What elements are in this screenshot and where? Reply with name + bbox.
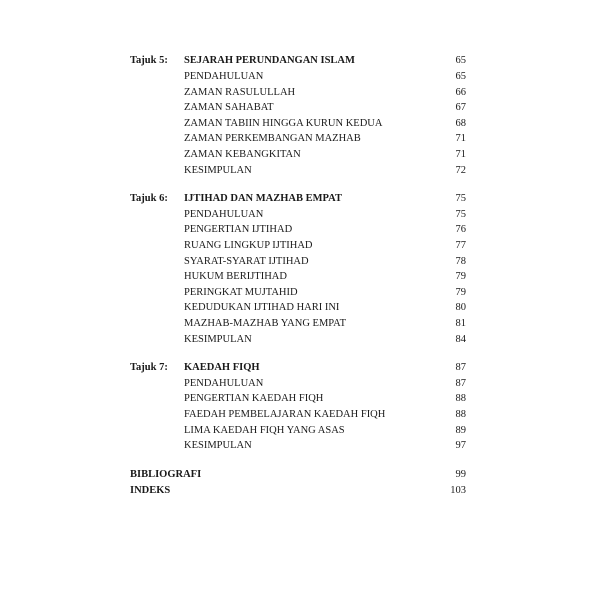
page-number: 65	[455, 55, 466, 66]
page-number: 67	[455, 102, 466, 113]
toc-entry-row[interactable]	[0, 391, 601, 406]
page-number: 79	[455, 287, 466, 298]
entry-title: FAEDAH PEMBELAJARAN KAEDAH FIQH	[184, 409, 386, 420]
toc-entry-row[interactable]	[0, 163, 601, 178]
page-number: 88	[455, 393, 466, 404]
toc-entry-row[interactable]	[0, 207, 601, 222]
page-number: 97	[455, 440, 466, 451]
entry-title: KESIMPULAN	[184, 334, 252, 345]
entry-title: PENDAHULUAN	[184, 71, 264, 82]
entry-title: KESIMPULAN	[184, 440, 252, 451]
entry-title: ZAMAN SAHABAT	[184, 102, 274, 113]
entry-title: PENDAHULUAN	[184, 209, 264, 220]
page-number: 87	[455, 378, 466, 389]
toc-chapter-row[interactable]	[0, 360, 601, 375]
chapter-title: KAEDAH FIQH	[184, 362, 260, 373]
page-number: 65	[455, 71, 466, 82]
toc-chapter-row[interactable]	[0, 191, 601, 206]
entry-title: ZAMAN TABIIN HINGGA KURUN KEDUA	[184, 118, 383, 129]
page-number: 77	[455, 240, 466, 251]
page-number: 79	[455, 271, 466, 282]
backmatter-title: BIBLIOGRAFI	[130, 469, 202, 480]
page-number: 103	[450, 485, 466, 496]
toc-entry-row[interactable]	[0, 438, 601, 453]
entry-title: ZAMAN KEBANGKITAN	[184, 149, 301, 160]
toc-entry-row[interactable]	[0, 316, 601, 331]
entry-title: LIMA KAEDAH FIQH YANG ASAS	[184, 425, 345, 436]
page-number: 71	[455, 133, 466, 144]
entry-title: ZAMAN PERKEMBANGAN MAZHAB	[184, 133, 361, 144]
page-number: 88	[455, 409, 466, 420]
entry-title: RUANG LINGKUP IJTIHAD	[184, 240, 313, 251]
toc-chapter-row[interactable]	[0, 53, 601, 68]
page-number: 76	[455, 224, 466, 235]
page-number: 87	[455, 362, 466, 373]
toc-entry-row[interactable]	[0, 269, 601, 284]
entry-title: ZAMAN RASULULLAH	[184, 87, 296, 98]
toc-entry-row[interactable]	[0, 100, 601, 115]
page-number: 75	[455, 209, 466, 220]
page-number: 75	[455, 193, 466, 204]
entry-title: KEDUDUKAN IJTIHAD HARI INI	[184, 302, 340, 313]
toc-entry-row[interactable]	[0, 285, 601, 300]
toc-entry-row[interactable]	[0, 116, 601, 131]
page-number: 81	[455, 318, 466, 329]
entry-title: PENGERTIAN KAEDAH FIQH	[184, 393, 324, 404]
page-number: 72	[455, 165, 466, 176]
chapter-title: IJTIHAD DAN MAZHAB EMPAT	[184, 193, 342, 204]
page-number: 78	[455, 256, 466, 267]
toc-entry-row[interactable]	[0, 238, 601, 253]
toc-entry-row[interactable]	[0, 332, 601, 347]
toc-entry-row[interactable]	[0, 254, 601, 269]
toc-entry-row[interactable]	[0, 407, 601, 422]
page-number: 84	[455, 334, 466, 345]
chapter-title: SEJARAH PERUNDANGAN ISLAM	[184, 55, 355, 66]
toc-entry-row[interactable]	[0, 222, 601, 237]
page-number: 66	[455, 87, 466, 98]
chapter-label: Tajuk 5:	[130, 55, 168, 66]
toc-entry-row[interactable]	[0, 69, 601, 84]
entry-title: HUKUM BERIJTIHAD	[184, 271, 287, 282]
page-number: 71	[455, 149, 466, 160]
entry-title: KESIMPULAN	[184, 165, 252, 176]
page-number: 99	[455, 469, 466, 480]
toc-backmatter-row[interactable]	[0, 467, 601, 482]
toc-entry-row[interactable]	[0, 147, 601, 162]
toc-entry-row[interactable]	[0, 300, 601, 315]
entry-title: MAZHAB-MAZHAB YANG EMPAT	[184, 318, 346, 329]
page-number: 80	[455, 302, 466, 313]
page-number: 89	[455, 425, 466, 436]
toc-entry-row[interactable]	[0, 85, 601, 100]
chapter-label: Tajuk 7:	[130, 362, 168, 373]
entry-title: SYARAT-SYARAT IJTIHAD	[184, 256, 309, 267]
entry-title: PENDAHULUAN	[184, 378, 264, 389]
backmatter-title: INDEKS	[130, 485, 171, 496]
toc-entry-row[interactable]	[0, 423, 601, 438]
page-number: 68	[455, 118, 466, 129]
toc-backmatter-row[interactable]	[0, 483, 601, 498]
chapter-label: Tajuk 6:	[130, 193, 168, 204]
toc-entry-row[interactable]	[0, 376, 601, 391]
toc-entry-row[interactable]	[0, 131, 601, 146]
entry-title: PENGERTIAN IJTIHAD	[184, 224, 293, 235]
entry-title: PERINGKAT MUJTAHID	[184, 287, 298, 298]
